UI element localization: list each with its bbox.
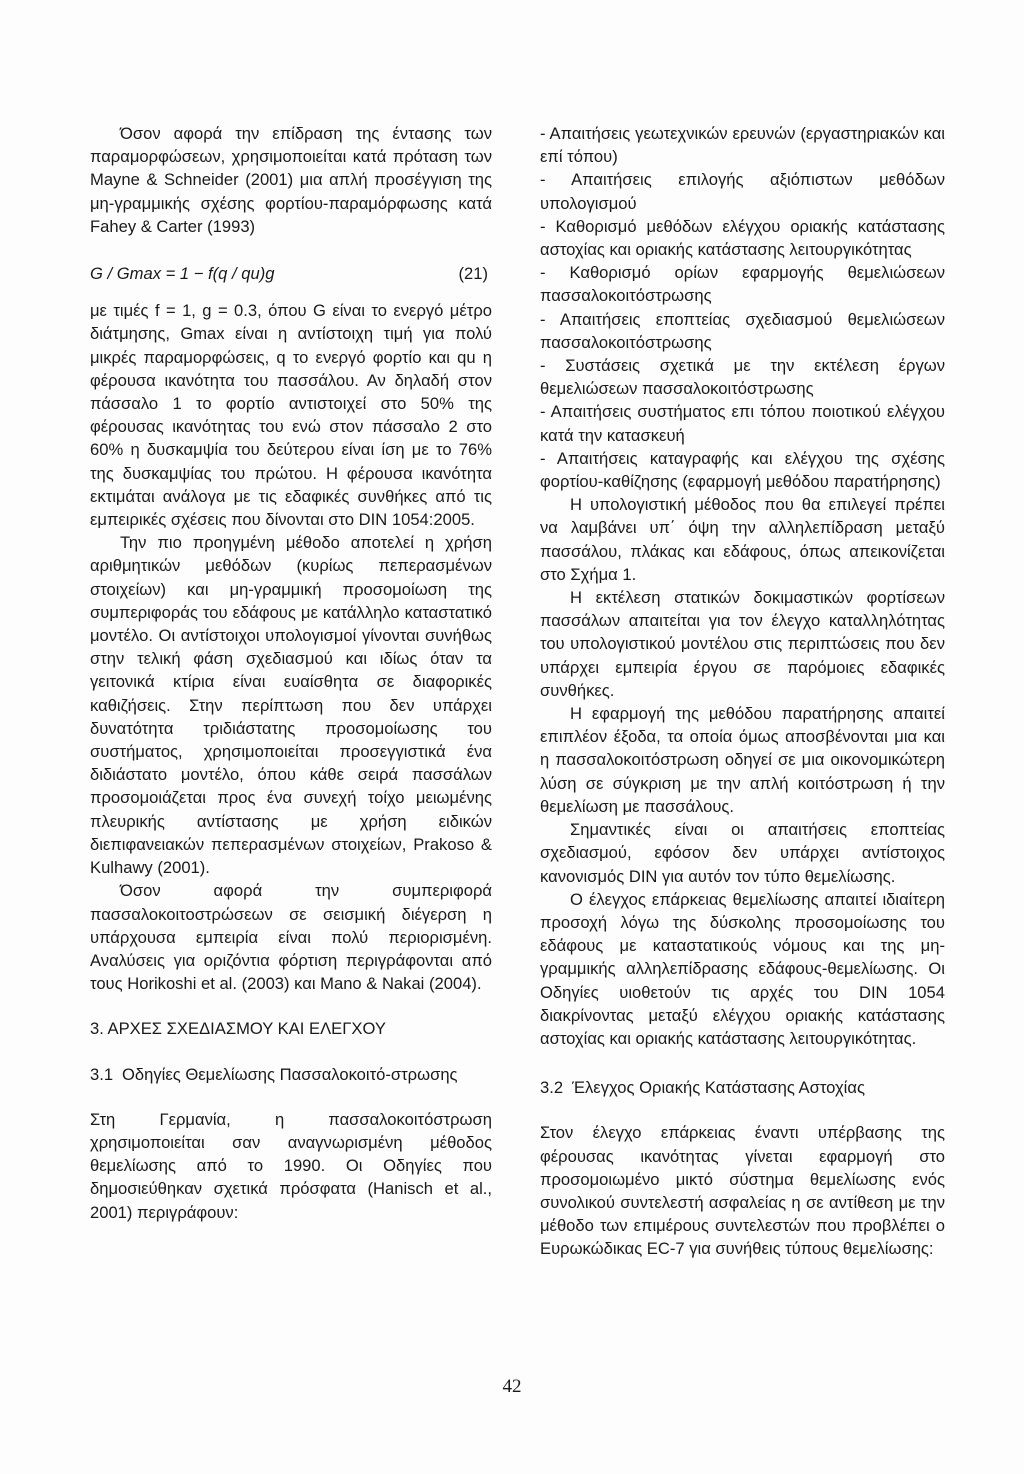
paragraph-ultimate-limit-state: Στον έλεγχο επάρκειας έναντι υπέρβασης της φέρουσας ικανότητας γίνεται εφαρμογή στο προσομοιωμένο μικτό σύστημα θεμελίωσης ενός συνολικού συντελεστή ασφαλείας η σε αντίθεση με την μέθοδο των επιμέρους συντελεστών που προβλέπει ο Ευρωκώδικας EC-7 για συνήθεις τύπους θεμελίωσης:: [540, 1123, 945, 1259]
subsection-title: Οδηγίες Θεμελίωσης Πασσαλοκοιτό-στρωσης: [122, 1064, 458, 1084]
subsection-heading-3-2: [540, 1076, 945, 1099]
equation-expression: G / Gmax = 1 − f(q / qu)g: [90, 264, 275, 284]
subsection-heading-3-1: [90, 1063, 492, 1086]
list-item: - Απαιτήσεις επιλογής αξιόπιστων μεθόδων υπολογισμού: [540, 170, 945, 213]
list-item: - Καθορισμό μεθόδων ελέγχου οριακής κατάστασης αστοχίας και οριακής κατάστασης λειτουργικότητας: [540, 216, 945, 260]
paragraph-computational-method: Η υπολογιστική μέθοδος που θα επιλεγεί πρέπει να λαμβάνει υπ΄ όψη την αλληλεπίδραση μεταξύ πασσάλου, πλάκας και εδάφους, όπως απεικονίζεται στο Σχήμα 1.: [540, 495, 945, 584]
paragraph-seismic: Όσον αφορά την συμπεριφορά πασσαλοκοιτοστρώσεων σε σεισμική διέγερση η υπάρχουσα εμπειρία είναι πολύ περιορισμένη. Αναλύσεις για οριζόντια φόρτιση περιγράφονται από τους Horikoshi et al. (2003) και Mano & Nakai (2004).: [90, 881, 492, 994]
list-item: - Απαιτήσεις συστήματος επι τόπου ποιοτικού ελέγχου κατά την κατασκευή: [540, 402, 945, 445]
equation-number: (21): [458, 264, 488, 284]
equation-21: [90, 262, 492, 285]
paragraph-design-supervision: Σημαντικές είναι οι απαιτήσεις εποπτείας σχεδιασμού, εφόσον δεν υπάρχει αντίστοιχος κανονισμός DIN για αυτόν τον τύπο θεμελίωσης.: [540, 820, 945, 886]
paragraph-germany: Στη Γερμανία, η πασσαλοκοιτόστρωση χρησιμοποιείται σαν αναγνωρισμένη μέθοδος θεμελίωσης από το 1990. Οι Οδηγίες που δημοσιεύθηκαν σχετικά πρόσφατα (Hanisch et al., 2001) περιγράφουν:: [90, 1109, 492, 1222]
subsection-number: 3.2: [540, 1078, 564, 1098]
list-item: - Απαιτήσεις καταγραφής και ελέγχου της σχέσης φορτίου-καθίζησης (εφαρμογή μεθόδου παρατήρησης): [540, 448, 945, 492]
paragraph-load-tests: Η εκτέλεση στατικών δοκιμαστικών φορτίσεων πασσάλων απαιτείται για τον έλεγχο καταλληλότητας του υπολογιστικού μοντέλου στις περιπτώσεις που δεν υπάρχει εμπειρία έργου σε παρόμοιες εδαφικές συνθήκες.: [540, 588, 945, 700]
list-item: - Απαιτήσεις εποπτείας σχεδιασμού θεμελιώσεων πασσαλοκοιτόστρωσης: [540, 309, 945, 352]
list-item: - Απαιτήσεις γεωτεχνικών ερευνών (εργαστηριακών και επί τόπου): [540, 124, 945, 167]
paragraph-adequacy-check: Ο έλεγχος επάρκειας θεμελίωσης απαιτεί ιδιαίτερη προσοχή λόγω της δύσκολης προσομοίωσης του εδάφους με καταστατικούς νόμους και της μη- γραμμικής αλληλεπίδρασης εδάφους-θεμελίωσης. Οι Οδηγίες υιοθετούν τις αρχές του DIN 1054 διακρίνοντας μεταξύ ελέγχου οριακής κατάστασης αστοχίας και οριακής κατάστασης λειτουργικότητας.: [540, 889, 945, 1048]
section-heading-3: 3. ΑΡΧΕΣ ΣΧΕΔΙΑΣΜΟΥ ΚΑΙ ΕΛΕΓΧΟΥ: [90, 1019, 386, 1039]
list-item: - Συστάσεις σχετικά με την εκτέλεση έργων θεμελιώσεων πασσαλοκοιτόστρωσης: [540, 356, 945, 399]
paragraph-numerical-methods: Την πιο προηγμένη μέθοδο αποτελεί η χρήση αριθμητικών μεθόδων (κυρίως πεπερασμένων στοιχείων) και μη-γραμμική προσομοίωση της συμπεριφοράς του εδάφους με κατάλληλο καταστατικό μοντέλο. Οι αντίστοιχοι υπολογισμοί γίνονται συνήθως στην τελική φάση σχεδιασμού και ιδίως όταν τα γειτονικά κτίρια είναι ευαίσθητα σε διαφορικές καθιζήσεις. Στην περίπτωση που δεν υπάρχει δυνατότητα τριδιάστατης προσομοίωσης του συστήματος, χρησιμοποιείται προσεγγιστικά ένα διδιάστατο μοντέλο, όπου κάθε σειρά πασσάλων προσομοιάζεται προς ένα συνεχή τοίχο μειωμένης πλευρικής αντίστασης με χρήση ειδικών διεπιφανειακών πεπερασμένων στοιχείων, Prakoso & Kulhawy (2001).: [90, 533, 492, 878]
subsection-number: 3.1: [90, 1064, 114, 1084]
subsection-title: Έλεγχος Οριακής Κατάστασης Αστοχίας: [572, 1078, 865, 1098]
paragraph-parameters: με τιμές f = 1, g = 0.3, όπου G είναι το ενεργό μέτρο διάτμησης, Gmax είναι η αντίστοιχη τιμή για πολύ μικρές παραμορφώσεις, q το ενεργό φορτίο και qu η φέρουσα ικανότητα του πασσάλου. Αν δηλαδή στον πάσσαλο 1 το φορτίο αντιστοιχεί στο 50% της φέρουσας ικανότητας του ενώ στον πάσσαλο 2 στο 60% η δυσκαμψία του δεύτερου είναι ίση με το 76% της δυσκαμψίας του πρώτου. Η φέρουσα ικανότητα εκτιμάται ανάλογα με τις εδαφικές συνθήκες από τις εμπειρικές σχέσεις που δίνονται στο DIN 1054:2005.: [90, 301, 492, 530]
right-column: [540, 122, 945, 1261]
paragraph-strain-effect: Όσον αφορά την επίδραση της έντασης των παραμορφώσεων, χρησιμοποιείται κατά πρόταση των Mayne & Schneider (2001) μια απλή προσέγγιση της μη-γραμμικής σχέσης φορτίου-παραμόρφωσης κατά Fahey & Carter (1993): [90, 124, 492, 236]
page-number: 42: [502, 1376, 522, 1397]
list-item: - Καθορισμό ορίων εφαρμογής θεμελιώσεων πασσαλοκοιτόστρωσης: [540, 263, 945, 306]
paragraph-observational-method: Η εφαρμογή της μεθόδου παρατήρησης απαιτεί επιπλέον έξοδα, τα οποία όμως αποσβένονται μια και η πασσαλοκοιτόστρωση οδηγεί σε μια οικονομικώτερη λύση σε σύγκριση με την απλή κοιτόστρωση ή την θεμελίωση με πασσάλους.: [540, 704, 945, 816]
left-column: [90, 122, 492, 1224]
